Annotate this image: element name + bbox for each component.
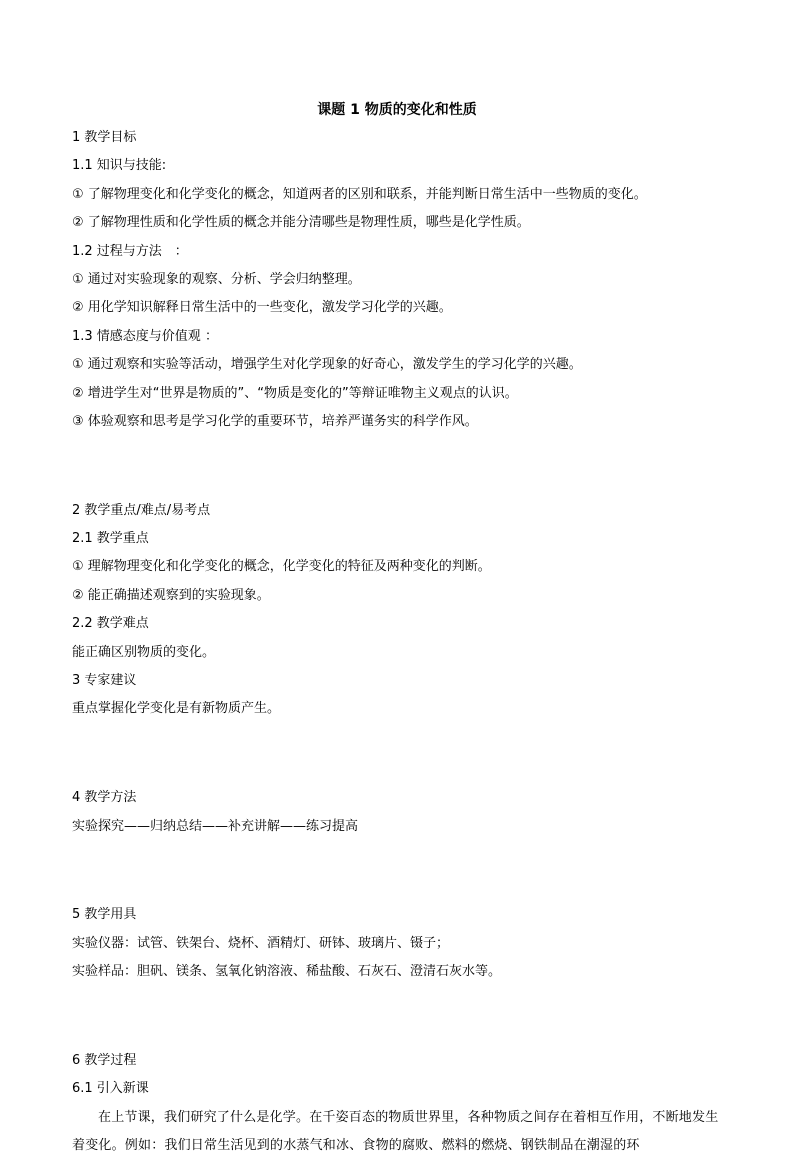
- text-line: 4 教学方法: [72, 790, 137, 806]
- text-line: 2 教学重点/难点/易考点: [72, 502, 211, 518]
- text-line: ③ 体验观察和思考是学习化学的重要环节，培养严谨务实的科学作风。: [72, 413, 478, 429]
- text-line: 2.1 教学重点: [72, 531, 149, 547]
- intro-paragraph: 在上节课，我们研究了什么是化学。在千姿百态的物质世界里，各种物质之间存在着相互作用，不断地发生着变化。例如：我们日常生活见到的水蒸气和冰、食物的腐败、燃料的燃烧、钢铁制品在潮湿的环: [72, 1109, 719, 1154]
- document-page: [72, 96, 722, 1161]
- text-line: 1.1 知识与技能:: [72, 158, 167, 174]
- text-line: ① 通过观察和实验等活动，增强学生对化学现象的好奇心，激发学生的学习化学的兴趣。: [72, 357, 582, 373]
- text-line: ② 用化学知识解释日常生活中的一些变化，激发学习化学的兴趣。: [72, 300, 452, 316]
- text-line: ② 了解物理性质和化学性质的概念并能分清哪些是物理性质，哪些是化学性质。: [72, 215, 530, 231]
- blank-line: [72, 452, 722, 480]
- blank-line: [72, 857, 722, 885]
- text-line: 6.1 引入新课: [72, 1081, 149, 1097]
- text-line: 5 教学用具: [72, 907, 137, 923]
- text-line: 实验仪器：试管、铁架台、烧杯、酒精灯、研钵、玻璃片、镊子；: [72, 935, 450, 951]
- text-line: ① 理解物理变化和化学变化的概念，化学变化的特征及两种变化的判断。: [72, 559, 491, 575]
- text-line: 1.2 过程与方法 ：: [72, 243, 188, 259]
- text-line: 实验探究——归纳总结——补充讲解——练习提高: [72, 818, 359, 834]
- text-line: ② 能正确描述观察到的实验现象。: [72, 587, 270, 603]
- document-body: [72, 124, 722, 1104]
- text-line: ① 了解物理变化和化学变化的概念，知道两者的区别和联系，并能判断日常生活中一些物质的变化。: [72, 186, 647, 202]
- blank-line: [72, 1003, 722, 1031]
- document-title: 课题 1 物质的变化和性质: [317, 102, 477, 118]
- text-line: 1.3 情感态度与价值观 ：: [72, 328, 218, 344]
- text-line: 能正确区别物质的变化。: [72, 644, 216, 660]
- text-line: 实验样品：胆矾、镁条、氢氧化钠溶液、稀盐酸、石灰石、澄清石灰水等。: [72, 964, 502, 980]
- blank-line: [72, 740, 722, 768]
- text-line: 重点掌握化学变化是有新物质产生。: [72, 701, 281, 717]
- text-line: 6 教学过程: [72, 1052, 137, 1068]
- text-line: ② 增进学生对“世界是物质的”、“物质是变化的”等辩证唯物主义观点的认识。: [72, 385, 518, 401]
- text-line: 2.2 教学难点: [72, 616, 149, 632]
- text-line: 1 教学目标: [72, 130, 137, 145]
- text-line: ① 通过对实验现象的观察、分析、学会归纳整理。: [72, 271, 361, 287]
- text-line: 3 专家建议: [72, 673, 137, 689]
